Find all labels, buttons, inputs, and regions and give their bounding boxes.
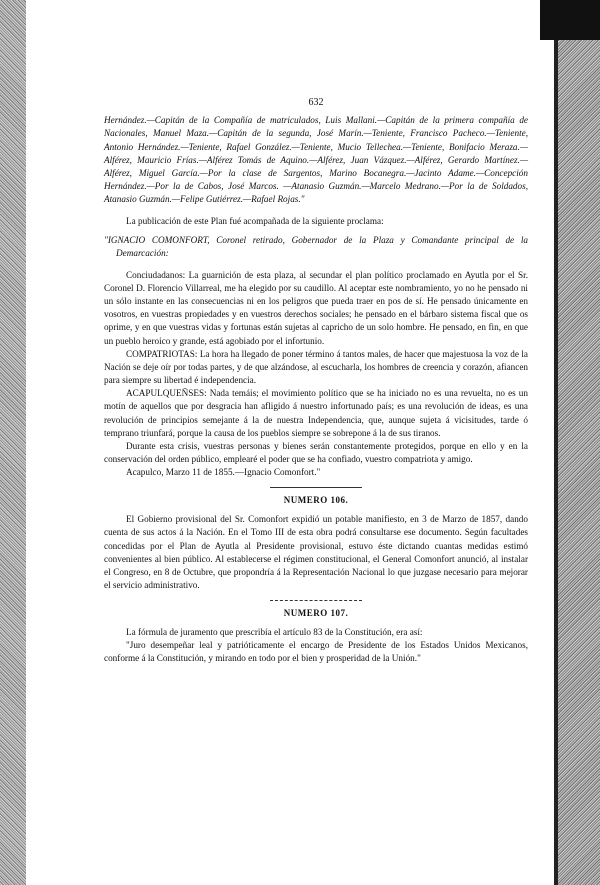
document-page <box>104 96 528 665</box>
heading-numero-106: NUMERO 106. <box>283 495 349 506</box>
signatories-list: Hernández.—Capitán de la Compañía de matriculados, Luis Mallani.—Capitán de la primera compañía de Nacionales, Manuel Maza.—Capitán de la segunda, José Marín.—Teniente, Francisco Pacheco.—Teniente, Antonio Hernández.—Teniente, Rafael González.—Teniente, Mucio Tellechea.—Teniente, Bonifacio Meraza.—Alférez, Mauricio Frías.—Alférez Tomás de Aquino.—Alférez, Juan Vázquez.—Alférez, Gerardo Martínez.—Alférez, Miguel García.—Por la clase de Sargentos, Marino Bocanegra.—Jacinto Adame.—Concepción Hernández.—Por la de Cabos, José Marcos. —Atanasio Guzmán.—Marcelo Medrano.—Por la de Soldados, Atanasio Guzmán.—Felipe Gutiérrez.—Rafael Rojas." <box>104 115 528 205</box>
scan-left-edge <box>0 0 26 885</box>
scan-right-edge <box>558 0 600 885</box>
section-divider <box>270 600 362 601</box>
section-divider <box>270 487 362 488</box>
proclama-heading: "IGNACIO COMONFORT, Coronel retirado, Gobernador de la Plaza y Comandante principal de la Demarcación: <box>104 234 528 258</box>
scan-corner <box>540 0 600 40</box>
signature-line: Acapulco, Marzo 11 de 1855.—Ignacio Comonfort." <box>126 467 321 478</box>
paragraph-107-intro: La fórmula de juramento que prescribía el artículo 83 de la Constitución, era así: <box>126 627 423 638</box>
paragraph-compatriotas: COMPATRIOTAS: La hora ha llegado de poner término á tantos males, de hacer que majestuosa la voz de la Nación se deje oír por todas partes, y de que alzándose, al escucharla, los hombres de creencia y corazón, afiancen para siempre su libertad é independencia. <box>104 348 528 386</box>
paragraph-acapulquenses: ACAPULQUEÑSES: Nada temáis; el movimiento político que se ha iniciado no es una revuelta, no es un motín de aquellos que por desgracia han afligido á nuestro infortunado país; es una revolución de ideas, es una revolución de principios semejante á la de nuestra Independencia, que, aunque sujeta á vicisitudes, tarde ó temprano triunfará, porque la causa de los pueblos siempre se sobrepone á la de sus tiranos. <box>104 388 528 438</box>
paragraph-durante: Durante esta crisis, vuestras personas y bienes serán constantemente protegidos, porque en ello y en la conservación del orden público, emplearé el poder que se ha confiado, vuestro compatriota y amigo. <box>104 440 528 465</box>
proclama-intro: La publicación de este Plan fué acompañada de la siguiente proclama: <box>126 216 384 227</box>
paragraph-107-oath: "Juro desempeñar leal y patrióticamente el encargo de Presidente de los Estados Unidos Mexicanos, conforme á la Constitución, y mirando en todo por el bien y prosperidad de la Unión." <box>104 640 528 664</box>
paragraph-106: El Gobierno provisional del Sr. Comonfort expidió un potable manifiesto, en 3 de Marzo de 1857, dando cuenta de sus actos á la Nación. En el Tomo III de esta obra podrá consultarse ese documento. Según facultades concedidas por el Plan de Ayutla al Presidente provisional, estuvo éste dictando cuantas medidas estimó convenientes al bien público. Al establecerse el régimen constitucional, el General Comonfort anunció, al instalar el Congreso, en 8 de Octubre, que propondría á la Representación Nacional lo que juzgase necesario para mejorar el servicio administrativo. <box>104 514 528 590</box>
paragraph-conciudadanos: Conciudadanos: La guarnición de esta plaza, al secundar el plan político proclamado en Ayutla por el Sr. Coronel D. Florencio Villarreal, me ha elegido por su caudillo. Al aceptar este nombramiento, yo no he pensado ni un sólo instante en las consecuencias ni en los peligros que pueda traer en pos de sí. He pensado únicamente en vosotros, en vuestras propiedades y en vuestros derechos sociales; he pensado en el bárbaro sistema fiscal que os oprime, y en que vuestras vidas y fortunas están sujetas al capricho de un solo hombre. He pensado, en fin, en que un pueblo heroico y grande, está agobiado por el infortunio. <box>104 269 528 346</box>
heading-numero-107: NUMERO 107. <box>283 608 349 619</box>
page-number: 632 <box>308 97 324 108</box>
